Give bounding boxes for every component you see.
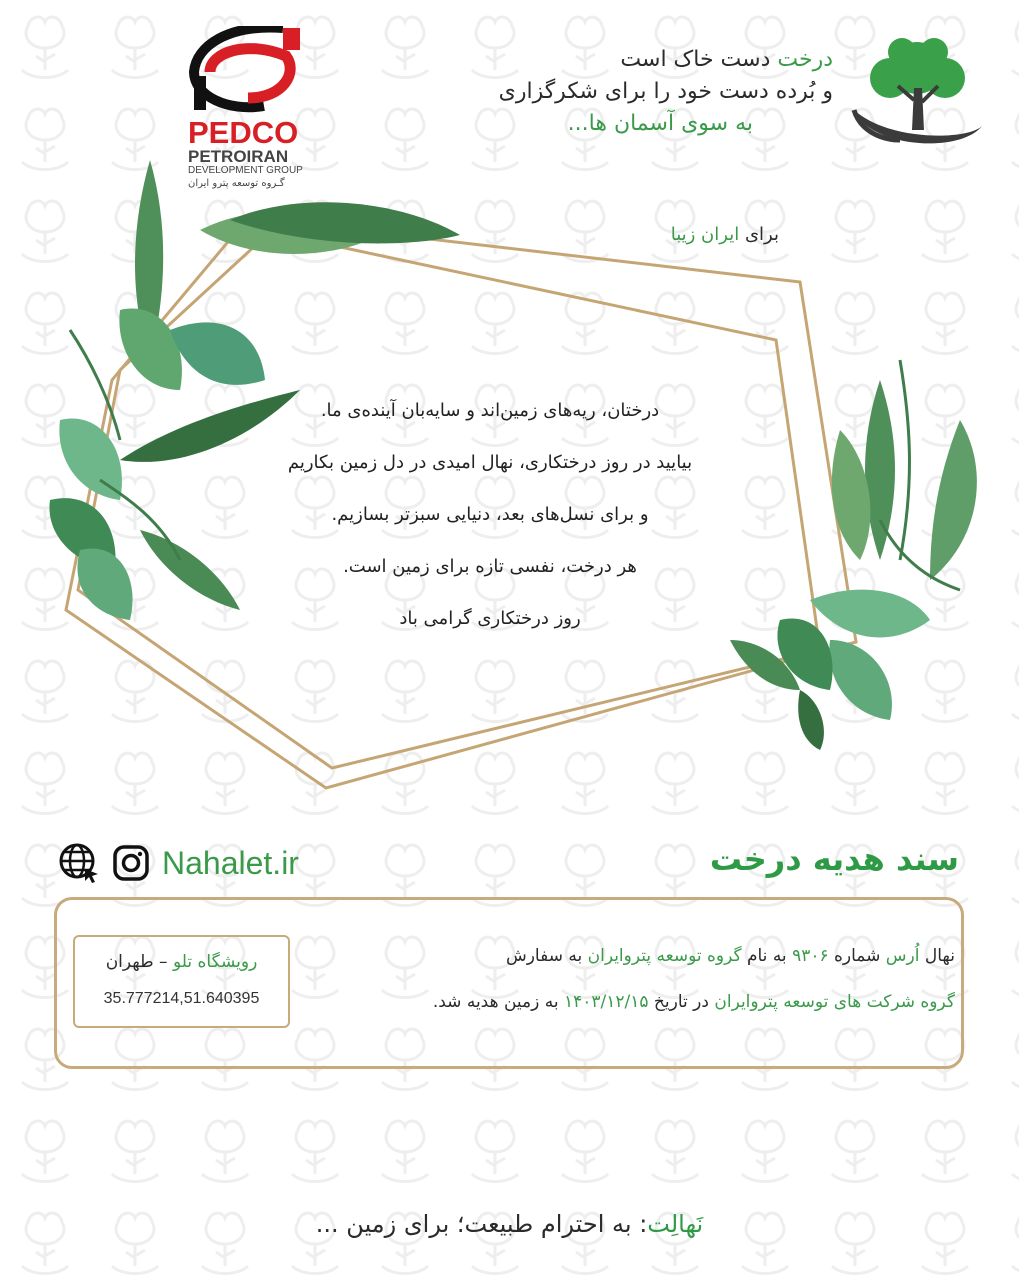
instagram-icon[interactable] [112, 844, 150, 882]
pedco-logo [188, 26, 308, 191]
footer-slogan [0, 1210, 1019, 1238]
pedco-logo-icon [188, 26, 300, 114]
dedication: برای ایران زیبا [670, 224, 779, 245]
certificate-line-2: گروه شرکت های توسعه پترو‌ایران در تاریخ ۱۴۰۳/۱۲/۱۵ به زمین هدیه شد. [432, 992, 955, 1012]
message-line-5: روز درختکاری گرامی باد [399, 608, 581, 629]
globe-cursor-icon[interactable] [58, 842, 100, 884]
location-box [73, 935, 290, 1028]
footer-brand: نَهالِت [647, 1210, 704, 1238]
message-line-2: بیایید در روز درختکاری، نهال امیدی در دل زمین بکاریم [287, 452, 693, 473]
website-link[interactable]: Nahalet.ir [162, 844, 299, 881]
message-line-1: درختان، ریه‌های زمین‌اند و سایه‌بان آینده‌ی ما. [320, 400, 660, 421]
message-line-4: هر درخت، نفسی تازه برای زمین است. [343, 556, 637, 577]
pedco-sub1: PETROIRAN [188, 147, 289, 166]
poem-line-1: درخت دست خاک است [620, 47, 833, 72]
pedco-sub3: گـروه توسعه پترو ایران [188, 178, 285, 189]
message-line-3: و برای نسل‌های بعد، دنیایی سبزتر بسازیم. [331, 504, 649, 525]
tree-hand-logo-icon [850, 30, 985, 160]
location-coords: 35.777214,51.640395 [103, 990, 260, 1007]
header-poem [333, 44, 833, 140]
poem-line-3: به سوی آسمان ها... [567, 111, 753, 136]
certificate-line-1: نهال اُرس شماره ۹۳۰۶ به نام گروه توسعه پترو‌ایران به سفارش [505, 946, 955, 966]
poem-line-2: و بُرده دست خود را برای شکرگزاری [498, 79, 833, 104]
location-place: رویشگاه تلو – طهران [105, 952, 258, 972]
footer-text: : به احترام طبیعت؛ برای زمین ... [315, 1210, 648, 1238]
pedco-name: PEDCO [188, 115, 299, 150]
website-row [58, 842, 299, 884]
certificate-title: سند هدیه درخت [709, 840, 959, 878]
pedco-sub2: DEVELOPMENT GROUP [188, 165, 303, 176]
